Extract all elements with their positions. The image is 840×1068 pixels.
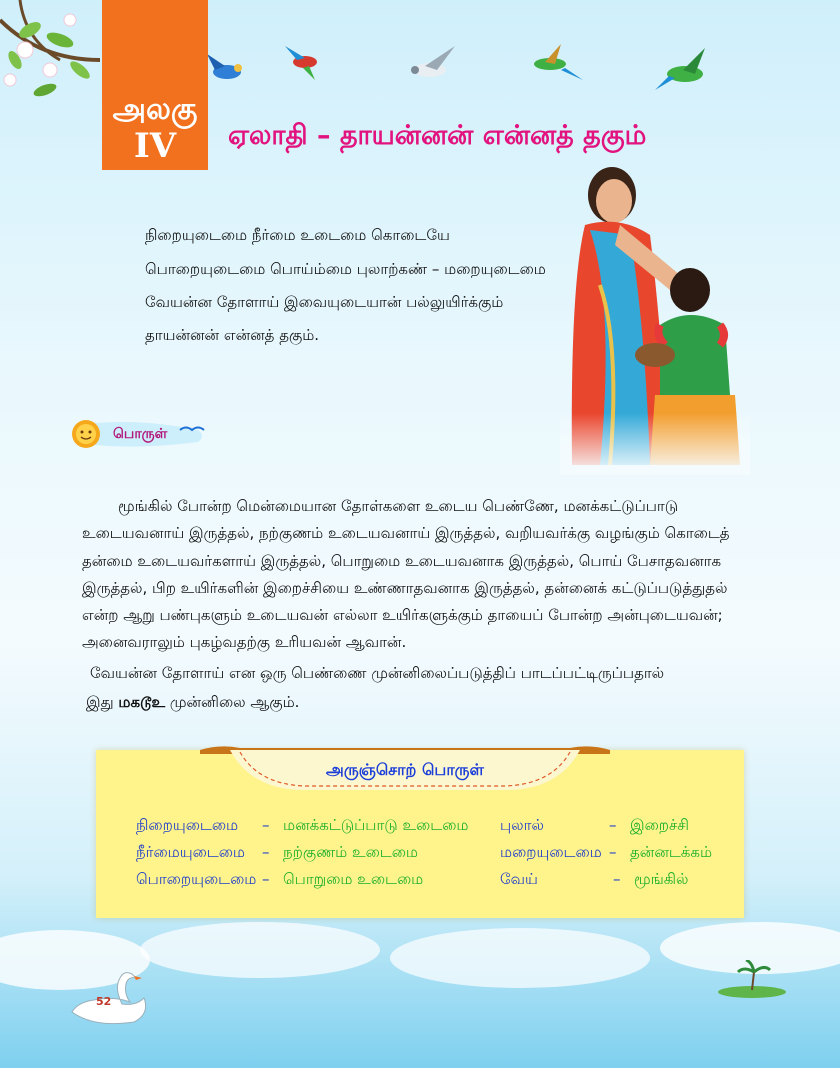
meaning-line: மூங்கில் போன்ற மென்மையான தோள்களை உடைய பெண்ணே, மனக்கட்டுப்பாடு	[118, 497, 679, 515]
page-number: 52	[96, 995, 112, 1008]
meaning-line: தன்மை உடையவர்களாய் இருத்தல், பொறுமை உடையவனாக இருத்தல், பொய் பேசாதவனாக	[82, 551, 722, 570]
glossary-dash: –	[609, 816, 617, 834]
poem-line: தாயன்னன் என்னத் தகும்.	[145, 326, 320, 344]
glossary-term: பொறையுடைமை	[136, 870, 257, 888]
meaning-line: என்ற ஆறு பண்புகளும் உடையவன் எல்லா உயிர்களுக்கும் தாயைப் போன்ற அன்புடையவன்;	[82, 606, 723, 625]
unit-number: IV	[133, 126, 177, 166]
glossary-meaning: பொறுமை உடைமை	[283, 870, 424, 888]
poem-line: நிறையுடைமை நீர்மை உடைமை கொடையே	[145, 226, 450, 244]
glossary-term: நீர்மையுடைமை	[136, 843, 245, 861]
glossary-term: வேய்	[500, 870, 538, 888]
island-illustration	[712, 960, 792, 1000]
glossary-meaning: தன்னடக்கம்	[630, 843, 713, 861]
mother-daughter-illustration	[560, 165, 750, 475]
bird-icon	[411, 46, 455, 77]
meaning-line: அனைவராலும் புகழ்வதற்கு உரியவன் ஆவான்.	[82, 633, 407, 652]
flower-branch-illustration	[0, 0, 100, 130]
glossary-dash: –	[262, 816, 270, 834]
note-bold-term: மகடூஉ	[118, 693, 166, 711]
glossary-meaning: இறைச்சி	[630, 816, 690, 834]
glossary-dash: –	[609, 843, 617, 861]
unit-label: அலகு	[112, 92, 198, 127]
glossary-meaning: மூங்கில்	[634, 870, 689, 888]
bird-icon	[655, 48, 705, 90]
poem-line: பொறையுடைமை பொய்ம்மை புலாற்கண் – மறையுடைமை	[145, 260, 546, 278]
sun-icon	[72, 420, 100, 448]
glossary-term: நிறையுடைமை	[136, 816, 239, 834]
glossary-title: அருஞ்சொற் பொருள்	[326, 760, 484, 779]
note-line: வேயன்ன தோளாய் என ஒரு பெண்ணை முன்னிலைப்படுத்திப் பாடப்பட்டிருப்பதால்	[90, 664, 665, 682]
glossary-dash: –	[262, 843, 270, 861]
note-line: இது மகடூஉ முன்னிலை ஆகும்.	[86, 693, 300, 711]
glossary-dash: –	[613, 870, 621, 888]
glossary-term: மறையுடைமை	[500, 843, 602, 861]
glossary-meaning: நற்குணம் உடைமை	[283, 843, 419, 861]
bird-icon	[285, 46, 317, 80]
meaning-line: இருத்தல், பிற உயிர்களின் இறைச்சியை உண்ணாதவனாக இருத்தல், தன்னைக் கட்டுப்படுத்துதல்	[82, 578, 728, 597]
poem-line: வேயன்ன தோளாய் இவையுடையான் பல்லுயிர்க்கும்	[145, 293, 504, 311]
meaning-paragraph	[82, 493, 758, 657]
bird-icon	[207, 54, 242, 79]
meaning-heading: பொருள்	[113, 426, 168, 442]
birds-illustration	[205, 40, 725, 100]
glossary-term: புலால்	[500, 816, 544, 834]
page-title: ஏலாதி – தாயன்னன் என்னத் தகும்	[228, 120, 647, 151]
meaning-line: உடையவனாய் இருத்தல், நற்குணம் உடையவனாய் இருத்தல், வறியவர்க்கு வழங்கும் கொடைத்	[82, 524, 730, 543]
bird-icon	[534, 44, 583, 80]
glossary-meaning: மனக்கட்டுப்பாடு உடைமை	[283, 816, 469, 834]
glossary-dash: –	[262, 870, 270, 888]
